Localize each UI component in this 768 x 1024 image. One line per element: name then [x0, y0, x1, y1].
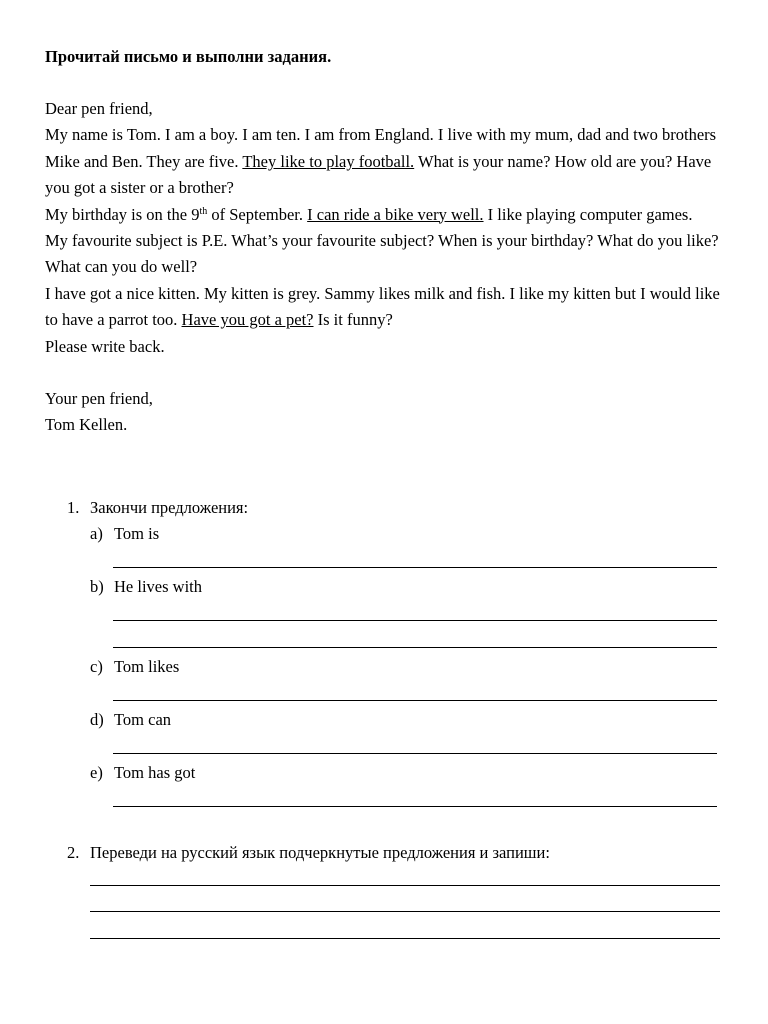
letter-paragraph-1 [45, 122, 725, 201]
item-b-letter: b) [90, 577, 104, 596]
item-b-text: He lives with [114, 577, 202, 596]
letter-text-span: Is it funny? [313, 310, 393, 330]
letter-text-span: My name is Tom. I am a boy. I am ten. I am from England. I live with my mum, dad and two brothers Mike and Ben. They are five. [45, 125, 717, 171]
underlined-sentence-3: Have you got a pet? [181, 310, 314, 330]
letter-text-span: of September. [207, 204, 308, 224]
underlined-sentence-2: I can ride a bike very well. [307, 204, 484, 224]
letter-paragraph-5: Please write back. [45, 336, 165, 356]
item-c-text: Tom likes [114, 657, 180, 676]
translation-line-1[interactable] [90, 885, 720, 886]
underlined-sentence-1: They like to play football. [242, 151, 415, 171]
ordinal-superscript: th [199, 205, 208, 217]
answer-line-b-1[interactable] [113, 620, 717, 621]
letter-text-span: What is your name? How old are you? Have you got a sister or a brother? [45, 151, 712, 198]
answer-line-a[interactable] [113, 567, 717, 568]
item-a-letter: a) [90, 524, 103, 543]
answer-line-b-2[interactable] [113, 647, 717, 648]
letter-paragraph-2 [45, 202, 725, 228]
item-c-letter: c) [90, 657, 103, 676]
letter-text-span: I have got a nice kitten. My kitten is grey. Sammy likes milk and fish. I like my kitten but I would like to have a parrot too. [45, 283, 720, 330]
item-e-letter: e) [90, 763, 103, 782]
item-d-text: Tom can [114, 710, 172, 729]
page-title: Прочитай письмо и выполни задания. [45, 47, 332, 66]
letter-text [45, 96, 725, 439]
worksheet-page [45, 44, 725, 439]
letter-text-span: I like playing computer games. [483, 204, 693, 224]
item-a-text: Tom is [114, 524, 160, 543]
letter-closing: Your pen friend, [45, 389, 153, 409]
letter-greeting: Dear pen friend, [45, 99, 153, 118]
translation-line-3[interactable] [90, 938, 720, 939]
answer-line-c[interactable] [113, 700, 717, 701]
task-2-label: Переведи на русский язык подчеркнутые предложения и запиши: [90, 843, 550, 862]
task-1-number: 1. [67, 498, 80, 517]
answer-line-e[interactable] [113, 806, 717, 807]
letter-signature: Tom Kellen. [45, 415, 128, 435]
task-1-label: Закончи предложения: [90, 498, 249, 517]
translation-line-2[interactable] [90, 911, 720, 912]
answer-line-d[interactable] [113, 753, 717, 754]
item-d-letter: d) [90, 710, 104, 729]
letter-paragraph-3: My favourite subject is P.E. What’s your favourite subject? When is your birthday? What do you like? What can you do well? [45, 231, 719, 277]
task-2-number: 2. [67, 843, 80, 862]
item-e-text: Tom has got [114, 763, 196, 782]
letter-paragraph-4 [45, 281, 725, 334]
letter-text-span: My birthday is on the 9 [45, 204, 200, 224]
